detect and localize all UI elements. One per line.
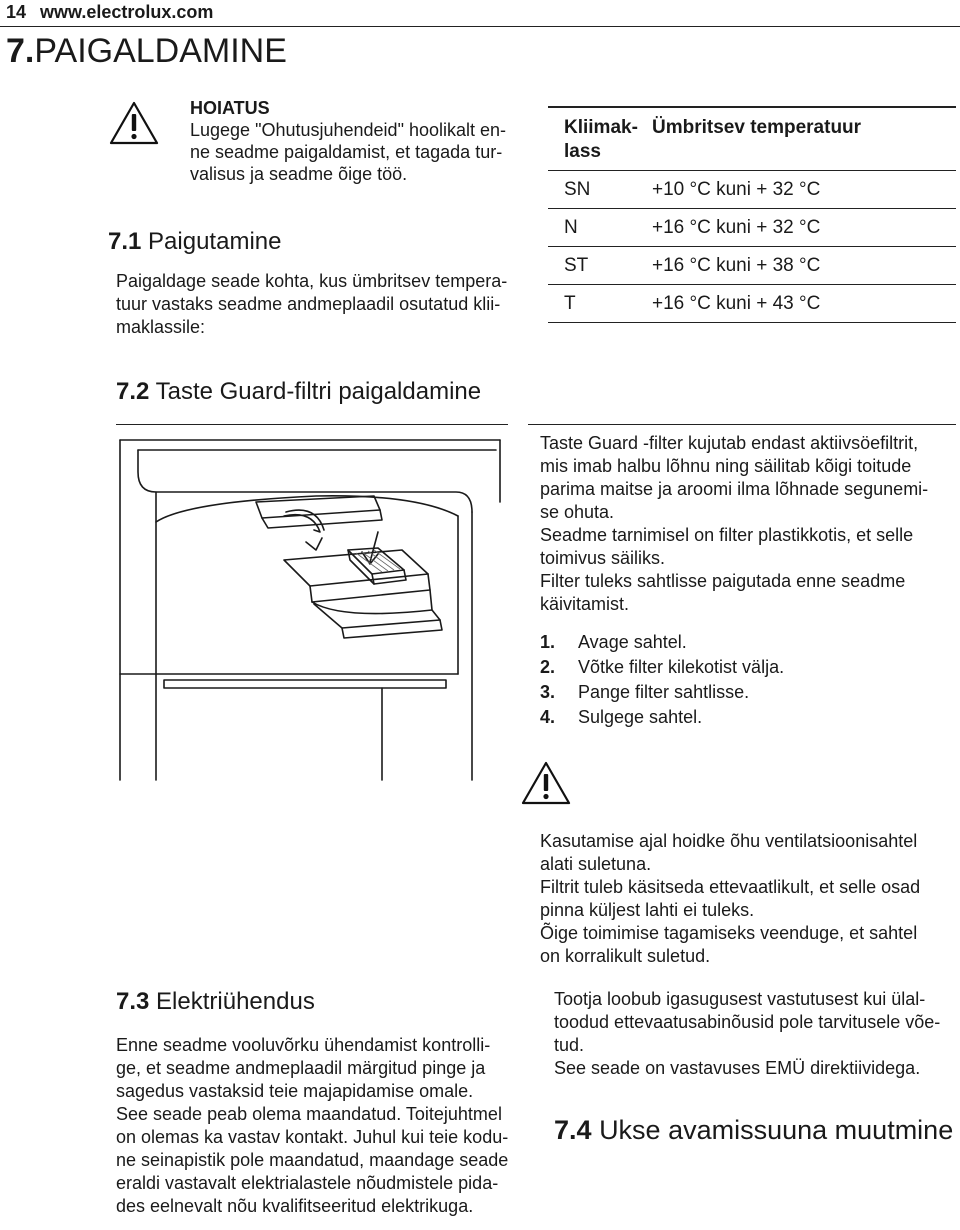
section-title: Paigutamine xyxy=(148,228,282,255)
text-line: eraldi vastavalt elektrialastele nõudmistele pida- xyxy=(116,1173,499,1193)
text-line: See seade peab olema maandatud. Toitejuhtmel xyxy=(116,1104,502,1124)
text-line: tuur vastaks seadme andmeplaadil osutatud klii- xyxy=(116,294,501,314)
warning-top xyxy=(190,97,520,185)
text-line: Filtrit tuleb käsitseda ettevaatlikult, et selle osad xyxy=(540,877,921,897)
step-number: 4. xyxy=(540,707,556,727)
text-line: sagedus vastaksid teie majapidamise omale. xyxy=(116,1081,474,1101)
section-heading-7-2 xyxy=(116,378,481,406)
section-heading-7-3 xyxy=(116,988,315,1016)
warning-mid-text xyxy=(540,830,956,968)
text-line: toodud ettevaatusabinõusid pole tarvitusele võe- xyxy=(554,1012,941,1032)
text-line: pinna küljest lahti ei tuleks. xyxy=(540,900,755,920)
table-row xyxy=(548,171,956,209)
list-item xyxy=(540,705,956,730)
section-title: Elektriühendus xyxy=(156,988,315,1015)
header-text: Kliimak- xyxy=(564,117,638,138)
cell-class: T xyxy=(548,285,644,323)
section-title: Taste Guard-filtri paigaldamine xyxy=(155,378,482,405)
figure-rule xyxy=(116,424,508,425)
install-steps xyxy=(540,630,956,730)
section-7-3-text xyxy=(116,1034,526,1218)
section-7-2-text xyxy=(540,432,956,616)
section-title: Ukse avamissuuna muutmine xyxy=(599,1115,954,1145)
table-header-class xyxy=(548,107,644,171)
step-text: Võtke filter kilekotist välja. xyxy=(578,657,785,677)
step-number: 3. xyxy=(540,682,556,702)
text-line: See seade on vastavuses EMÜ direktiividega. xyxy=(554,1058,921,1078)
chapter-name: PAIGALDAMINE xyxy=(34,32,287,70)
list-item xyxy=(540,655,956,680)
cell-temp: +16 °C kuni + 32 °C xyxy=(644,209,956,247)
cell-class: ST xyxy=(548,247,644,285)
section-number: 7.3 xyxy=(116,988,150,1015)
cell-class: N xyxy=(548,209,644,247)
text-rule xyxy=(528,424,956,425)
warning-triangle-icon xyxy=(108,100,160,146)
list-item xyxy=(540,630,956,655)
cell-temp: +16 °C kuni + 43 °C xyxy=(644,285,956,323)
header-text: lass xyxy=(564,141,601,162)
text-line: tud. xyxy=(554,1035,585,1055)
text-line: se ohuta. xyxy=(540,502,615,522)
text-line: Paigaldage seade kohta, kus ümbritsev tempera- xyxy=(116,271,508,291)
text-line: Filter tuleks sahtlisse paigutada enne seadme xyxy=(540,571,906,591)
step-number: 2. xyxy=(540,657,556,677)
text-line: ne seinapistik pole maandatud, maandage seade xyxy=(116,1150,509,1170)
text-line: käivitamist. xyxy=(540,594,630,614)
step-number: 1. xyxy=(540,632,556,652)
text-line: ge, et seadme andmeplaadil märgitud pinge ja xyxy=(116,1058,486,1078)
taste-guard-filter-drawer-illustration xyxy=(116,432,510,782)
text-line: on korralikult suletud. xyxy=(540,946,711,966)
section-number: 7.1 xyxy=(108,228,142,255)
section-heading-7-1 xyxy=(108,228,281,256)
chapter-number: 7. xyxy=(6,32,35,70)
table-row xyxy=(548,209,956,247)
step-text: Pange filter sahtlisse. xyxy=(578,682,750,702)
cell-class: SN xyxy=(548,171,644,209)
text-line: on olemas ka vastav kontakt. Juhul kui teie kodu- xyxy=(116,1127,509,1147)
cell-temp: +16 °C kuni + 38 °C xyxy=(644,247,956,285)
text-line: toimivus säiliks. xyxy=(540,548,666,568)
step-text: Avage sahtel. xyxy=(578,632,687,652)
list-item xyxy=(540,680,956,705)
text-line: des eelnevalt nõu kvalifitseeritud elektrikuga. xyxy=(116,1196,474,1216)
table-header-row xyxy=(548,107,956,171)
text-line: maklassile: xyxy=(116,317,206,337)
warning-top-title: HOIATUS xyxy=(190,98,270,118)
section-7-1-text xyxy=(116,270,536,339)
text-line: Taste Guard -filter kujutab endast aktiivsöefiltrit, xyxy=(540,433,919,453)
text-line: alati suletuna. xyxy=(540,854,652,874)
table-header-temp: Ümbritsev temperatuur xyxy=(652,117,862,138)
text-line: Seadme tarnimisel on filter plastikkotis, et selle xyxy=(540,525,914,545)
text-line: Kasutamise ajal hoidke õhu ventilatsioonisahtel xyxy=(540,831,918,851)
climate-class-table xyxy=(548,106,956,323)
warning-top-line: valisus ja seadme õige töö. xyxy=(190,164,408,184)
table-row xyxy=(548,247,956,285)
section-7-3-right-text xyxy=(554,988,956,1080)
text-line: Õige toimimise tagamiseks veenduge, et sahtel xyxy=(540,923,918,943)
table-row xyxy=(548,285,956,323)
warning-triangle-icon xyxy=(520,760,572,806)
section-number: 7.4 xyxy=(554,1115,592,1145)
chapter-title xyxy=(6,32,287,71)
text-line: mis imab halbu lõhnu ning säilitab kõigi toitude xyxy=(540,456,912,476)
cell-temp: +10 °C kuni + 32 °C xyxy=(644,171,956,209)
text-line: Tootja loobub igasugusest vastutusest kui ülal- xyxy=(554,989,926,1009)
text-line: Enne seadme vooluvõrku ühendamist kontrolli- xyxy=(116,1035,491,1055)
header-rule xyxy=(0,26,960,27)
page-number: 14 xyxy=(6,2,27,22)
warning-top-line: ne seadme paigaldamist, et tagada tur- xyxy=(190,142,503,162)
section-heading-7-4 xyxy=(554,1114,953,1146)
step-text: Sulgege sahtel. xyxy=(578,707,703,727)
text-line: parima maitse ja aroomi ilma lõhnade segunemi- xyxy=(540,479,929,499)
warning-top-line: Lugege "Ohutusjuhendeid" hoolikalt en- xyxy=(190,120,507,140)
section-number: 7.2 xyxy=(116,378,150,405)
site-url: www.electrolux.com xyxy=(40,2,214,22)
